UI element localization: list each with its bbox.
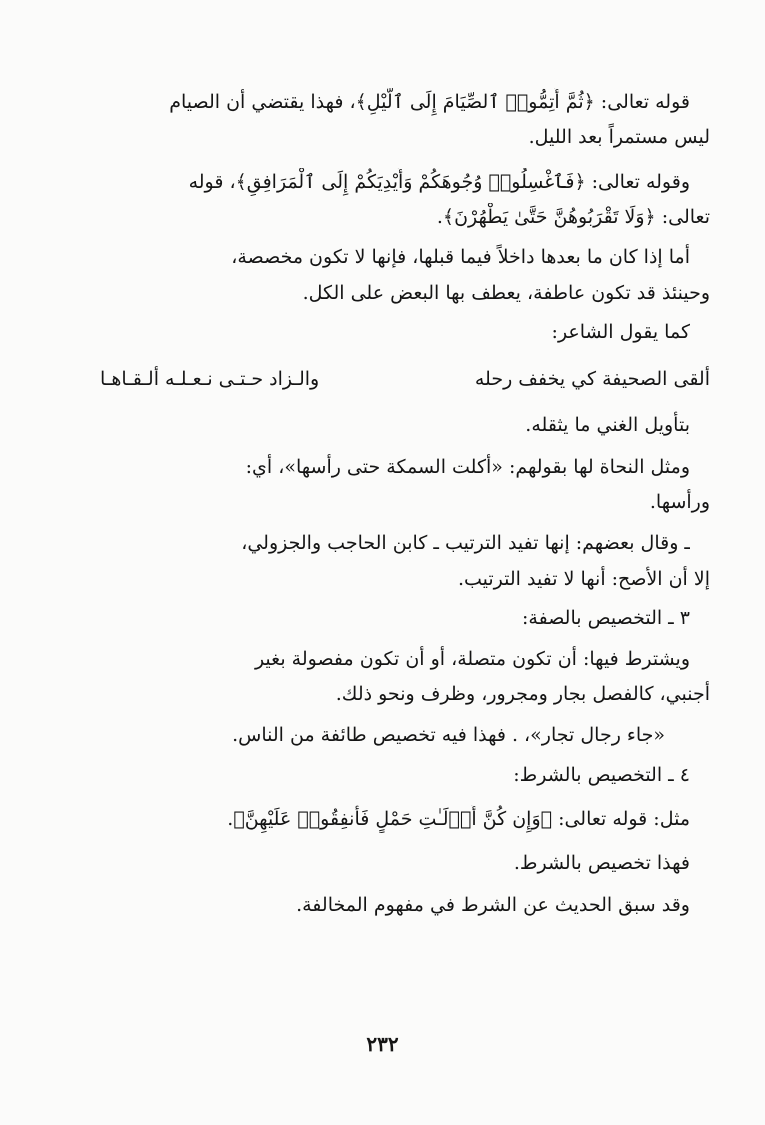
text-line: «جاء رجال تجار»، . فهذا فيه تخصيص طائفة من الناس.	[232, 724, 665, 746]
text-line: أما إذا كان ما بعدها داخلاً فيما قبلها، فإنها لا تكون مخصصة،	[231, 246, 690, 268]
text-line: ليس مستمراً بعد الليل.	[528, 126, 710, 148]
verse-second-hemistich: والـزاد حـتـى نـعـلـه ألـقـاهـا	[100, 368, 320, 390]
text-line: بتأويل الغني ما يثقله.	[525, 414, 690, 436]
section-heading: ٤ ـ التخصيص بالشرط:	[513, 764, 690, 786]
text-line: كما يقول الشاعر:	[551, 321, 690, 343]
text-line: وحينئذ قد تكون عاطفة، يعطف بها البعض على الكل.	[302, 282, 710, 304]
text-line: تعالى: ﴿وَلَا تَقْرَبُوهُنَّ حَتَّىٰ يَطْهُرْنَ﴾.	[436, 206, 710, 228]
section-heading: ٣ ـ التخصيص بالصفة:	[522, 607, 690, 629]
text-line: ويشترط فيها: أن تكون متصلة، أو أن تكون مفصولة بغير	[254, 648, 690, 670]
text-line: ـ وقال بعضهم: إنها تفيد الترتيب ـ كابن الحاجب والجزولي،	[241, 532, 690, 554]
text-line: فهذا تخصيص بالشرط.	[513, 852, 690, 874]
text-line: أجنبي، كالفصل بجار ومجرور، وظرف ونحو ذلك.	[335, 683, 710, 705]
text-line: ورأسها.	[649, 491, 710, 513]
text-line: مثل: قوله تعالى: ﴿وَإِن كُنَّ أُو۟لَـٰتِ حَمْلٍ فَأَنفِقُوا۟ عَلَيْهِنَّ﴾.	[227, 808, 690, 830]
verse-first-hemistich: ألقى الصحيفة كي يخفف رحله	[474, 368, 710, 390]
text-line: وقد سبق الحديث عن الشرط في مفهوم المخالفة.	[296, 894, 690, 916]
text-line: ومثل النحاة لها بقولهم: «أكلت السمكة حتى رأسها»، أي:	[245, 456, 690, 478]
text-line: وقوله تعالى: ﴿فَٱغْسِلُوا۟ وُجُوهَكُمْ وَأَيْدِيَكُمْ إِلَى ٱلْمَرَافِقِ﴾، قوله	[188, 171, 690, 193]
text-line: إلا أن الأصح: أنها لا تفيد الترتيب.	[457, 568, 710, 590]
text-line: قوله تعالى: ﴿ثُمَّ أَتِمُّوا۟ ٱلصِّيَامَ إِلَى ٱلَّيْلِ﴾، فهذا يقتضي أن الصيام	[169, 91, 690, 113]
page-number: ٢٣٢	[366, 1032, 399, 1056]
poetry-verse	[100, 364, 710, 394]
